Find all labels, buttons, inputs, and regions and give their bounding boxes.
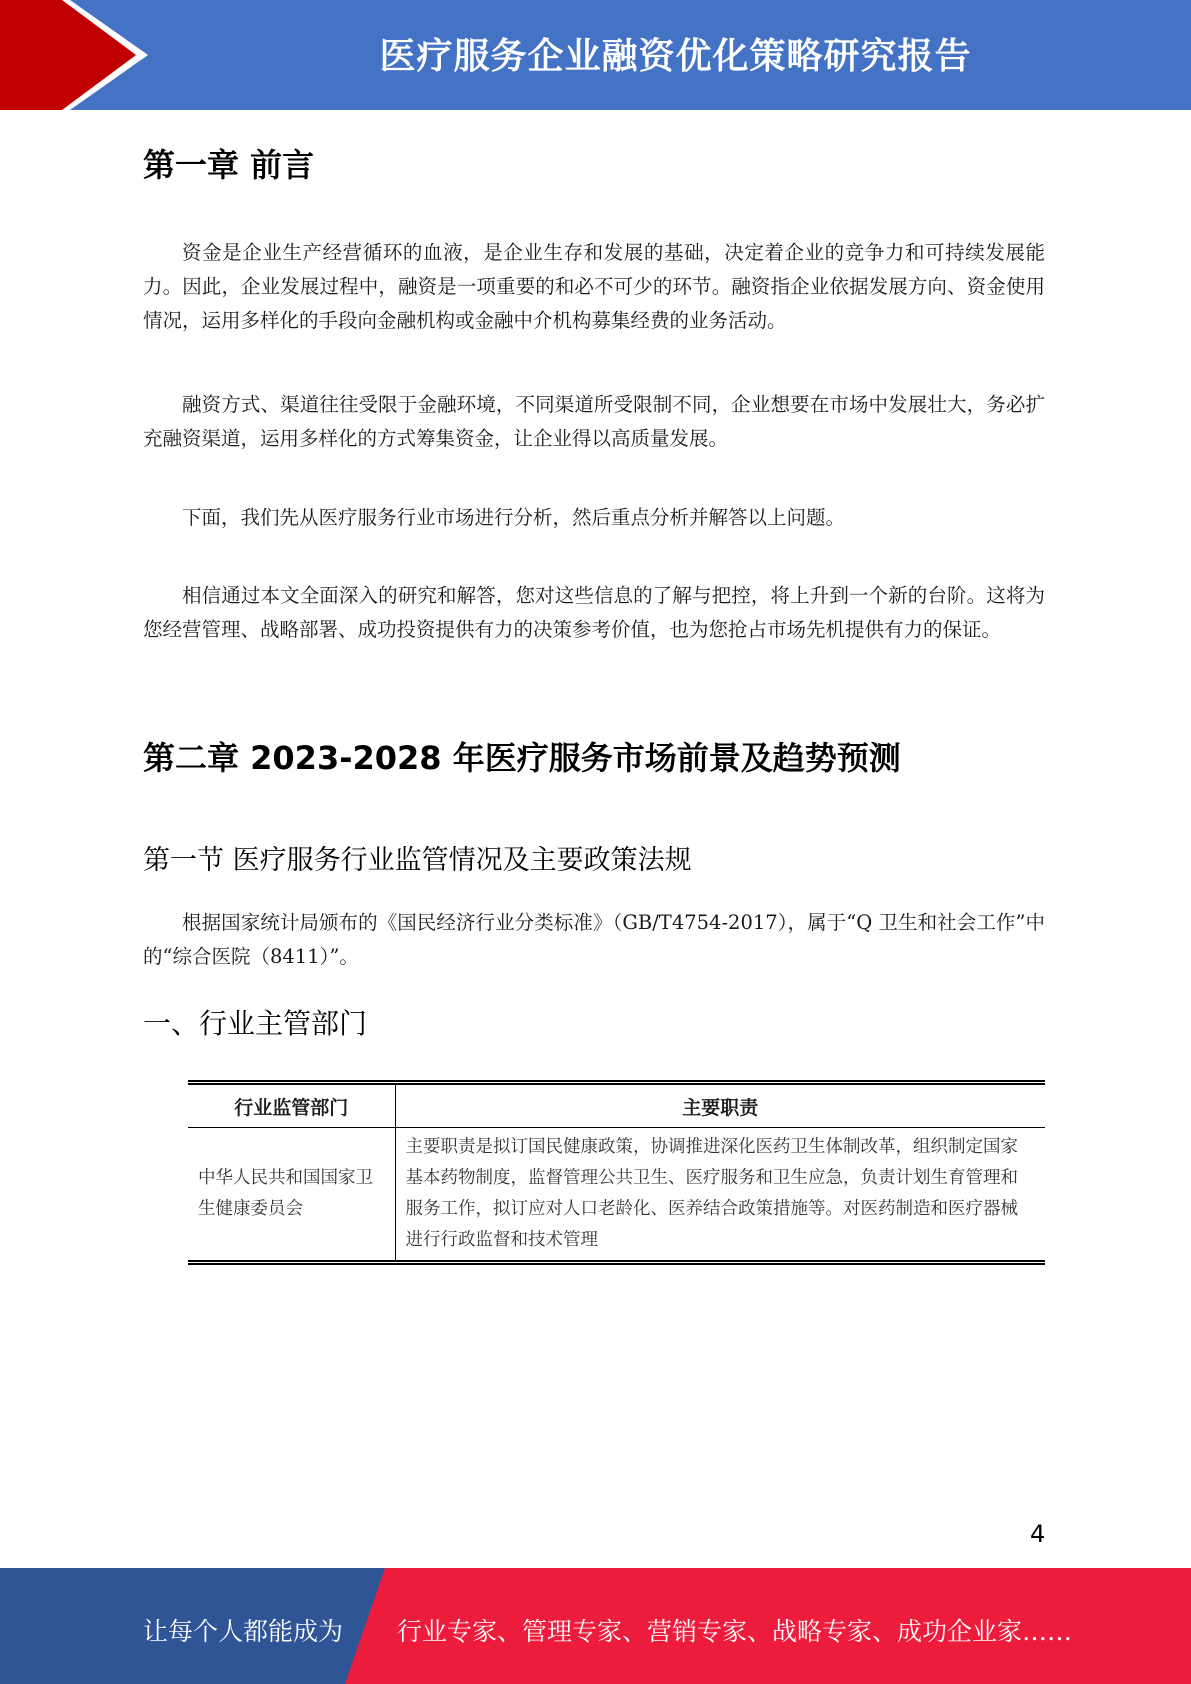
chapter-2-title: 第二章 2023-2028 年医疗服务市场前景及趋势预测 <box>143 739 901 777</box>
report-title: 医疗服务企业融资优化策略研究报告 <box>379 36 972 77</box>
table-header-department: 行业监管部门 <box>188 1083 395 1128</box>
table-header-duties: 主要职责 <box>395 1083 1045 1128</box>
chapter-1-paragraph-3: 下面，我们先从医疗服务行业市场进行分析，然后重点分析并解答以上问题。 <box>182 506 846 529</box>
section-1-paragraph: 根据国家统计局颁布的《国民经济行业分类标准》（GB/T4754-2017），属于“Q 卫生和社会工作”中的“综合医院（8411）”。 <box>143 911 1045 968</box>
chapter-1-paragraph-4: 相信通过本文全面深入的研究和解答，您对这些信息的了解与把控，将上升到一个新的台阶。这将为您经营管理、战略部署、成功投资提供有力的决策参考价值，也为您抢占市场先机提供有力的保证。 <box>143 584 1045 641</box>
table-row <box>188 1128 1045 1263</box>
footer-banner <box>0 1568 1191 1684</box>
chapter-1-paragraph-1: 资金是企业生产经营循环的血液，是企业生存和发展的基础，决定着企业的竞争力和可持续发展能力。因此，企业发展过程中，融资是一项重要的和必不可少的环节。融资指企业依据发展方向、资金使用情况，运用多样化的手段向金融机构或金融中介机构募集经费的业务活动。 <box>143 241 1045 332</box>
chapter-1-title: 第一章 前言 <box>143 146 315 184</box>
subsection-title: 一、行业主管部门 <box>143 1007 368 1040</box>
page-number: 4 <box>1030 1520 1046 1548</box>
table-header-row <box>188 1083 1045 1128</box>
table-cell-department: 中华人民共和国国家卫生健康委员会 <box>198 1168 373 1219</box>
footer-slogan-right: 行业专家、管理专家、营销专家、战略专家、成功企业家…… <box>397 1617 1073 1646</box>
regulator-table <box>188 1080 1045 1265</box>
table-cell-duties: 主要职责是拟订国民健康政策，协调推进深化医药卫生体制改革，组织制定国家基本药物制度，监督管理公共卫生、医疗服务和卫生应急，负责计划生育管理和服务工作，拟订应对人口老龄化、医养结合政策措施等。对医药制造和医疗器械进行行政监督和技术管理 <box>395 1128 1045 1263</box>
section-1-title: 第一节 医疗服务行业监管情况及主要政策法规 <box>143 845 692 876</box>
header-banner <box>0 0 1191 110</box>
chapter-1-paragraph-2: 融资方式、渠道往往受限于金融环境，不同渠道所受限制不同，企业想要在市场中发展壮大，务必扩充融资渠道，运用多样化的方式筹集资金，让企业得以高质量发展。 <box>143 393 1045 450</box>
header-arrow-icon <box>0 0 160 110</box>
footer-slogan-left: 让每个人都能成为 <box>143 1617 344 1646</box>
